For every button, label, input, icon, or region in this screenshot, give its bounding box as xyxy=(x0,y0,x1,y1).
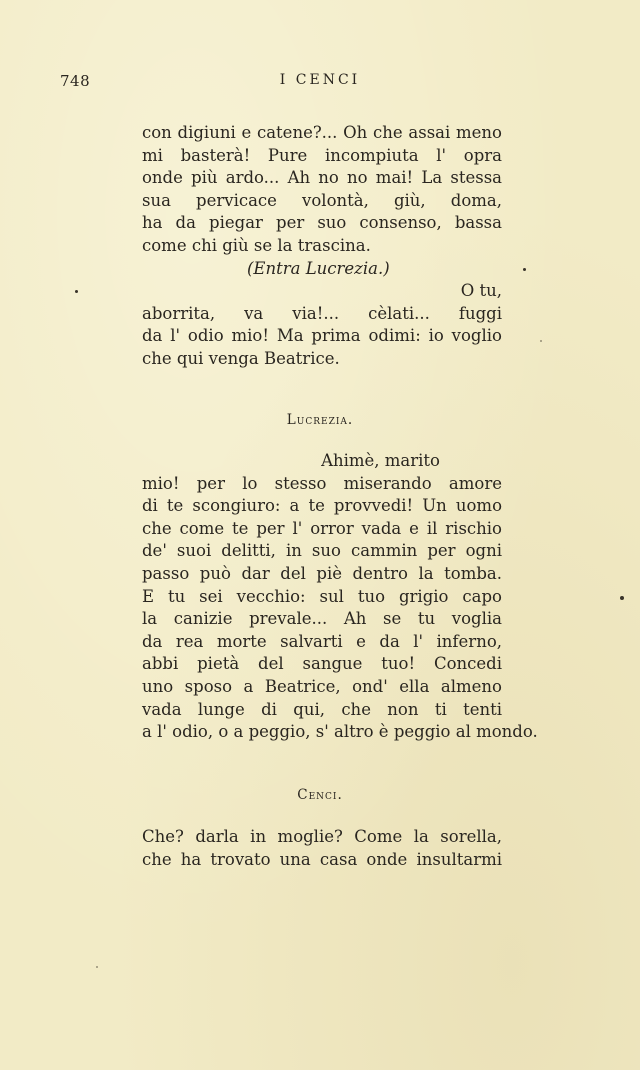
verse-line: E tu sei vecchio: sul tuo grigio capo xyxy=(142,586,502,606)
verse-line: uno sposo a Beatrice, ond' ella almeno xyxy=(142,676,502,696)
page-header xyxy=(0,72,640,96)
verse-line: con digiuni e catene?... Oh che assai meno xyxy=(142,123,502,142)
speaker-name-cenci: Cenci. xyxy=(297,787,343,803)
paper-speck xyxy=(96,966,98,968)
verse-line: aborrita, va via!... cèlati... fuggi xyxy=(142,303,502,323)
verse-line: O tu, xyxy=(460,281,502,301)
speaker-name-lucrezia: Lucrezia. xyxy=(286,412,354,428)
verse-line: che come te per l' orror vada e il rischio xyxy=(142,518,502,538)
running-title: I CENCI xyxy=(279,72,361,88)
verse-line: mio! per lo stesso miserando amore xyxy=(142,473,502,493)
verse-line: a l' odio, o a peggio, s' altro è peggio al mondo. xyxy=(142,722,538,742)
verse-line: sua pervicace volontà, giù, doma, xyxy=(142,190,502,210)
paper-speck xyxy=(523,268,526,271)
verse-block-cenci-reply xyxy=(142,826,502,871)
verse-line: la canizie prevale... Ah se tu voglia xyxy=(142,609,502,629)
verse-line: ha da piegar per suo consenso, bassa xyxy=(142,213,502,233)
verse-block-cenci xyxy=(142,122,502,371)
verse-line: onde più ardo... Ah no no mai! La stessa xyxy=(142,168,502,188)
verse-line: de' suoi delitti, in suo cammin per ogni xyxy=(142,541,502,561)
paper-speck xyxy=(75,290,78,293)
verse-line: come chi giù se la trascina. xyxy=(142,235,371,255)
verse-line: da l' odio mio! Ma prima odimi: io voglio xyxy=(142,326,502,346)
verse-line: da rea morte salvarti e da l' inferno, xyxy=(142,631,502,651)
verse-line: Che? darla in moglie? Come la sorella, xyxy=(142,827,502,846)
page-number: 748 xyxy=(60,72,91,90)
verse-block-lucrezia xyxy=(142,450,538,744)
verse-line: che qui venga Beatrice. xyxy=(142,348,340,368)
verse-line: mi basterà! Pure incompiuta l' opra xyxy=(142,145,502,165)
verse-line: Ahimè, marito xyxy=(321,451,440,470)
stage-direction: (Entra Lucrezia.) xyxy=(247,258,390,278)
verse-line: che ha trovato una casa onde insultarmi xyxy=(142,849,502,869)
paper-speck xyxy=(620,596,624,600)
verse-line: abbi pietà del sangue tuo! Concedi xyxy=(142,654,502,674)
verse-line: passo può dar del piè dentro la tomba. xyxy=(142,563,502,583)
paper-speck xyxy=(540,340,542,342)
verse-line: vada lunge di qui, che non ti tenti xyxy=(142,699,502,719)
verse-line: di te scongiuro: a te provvedi! Un uomo xyxy=(142,496,502,516)
